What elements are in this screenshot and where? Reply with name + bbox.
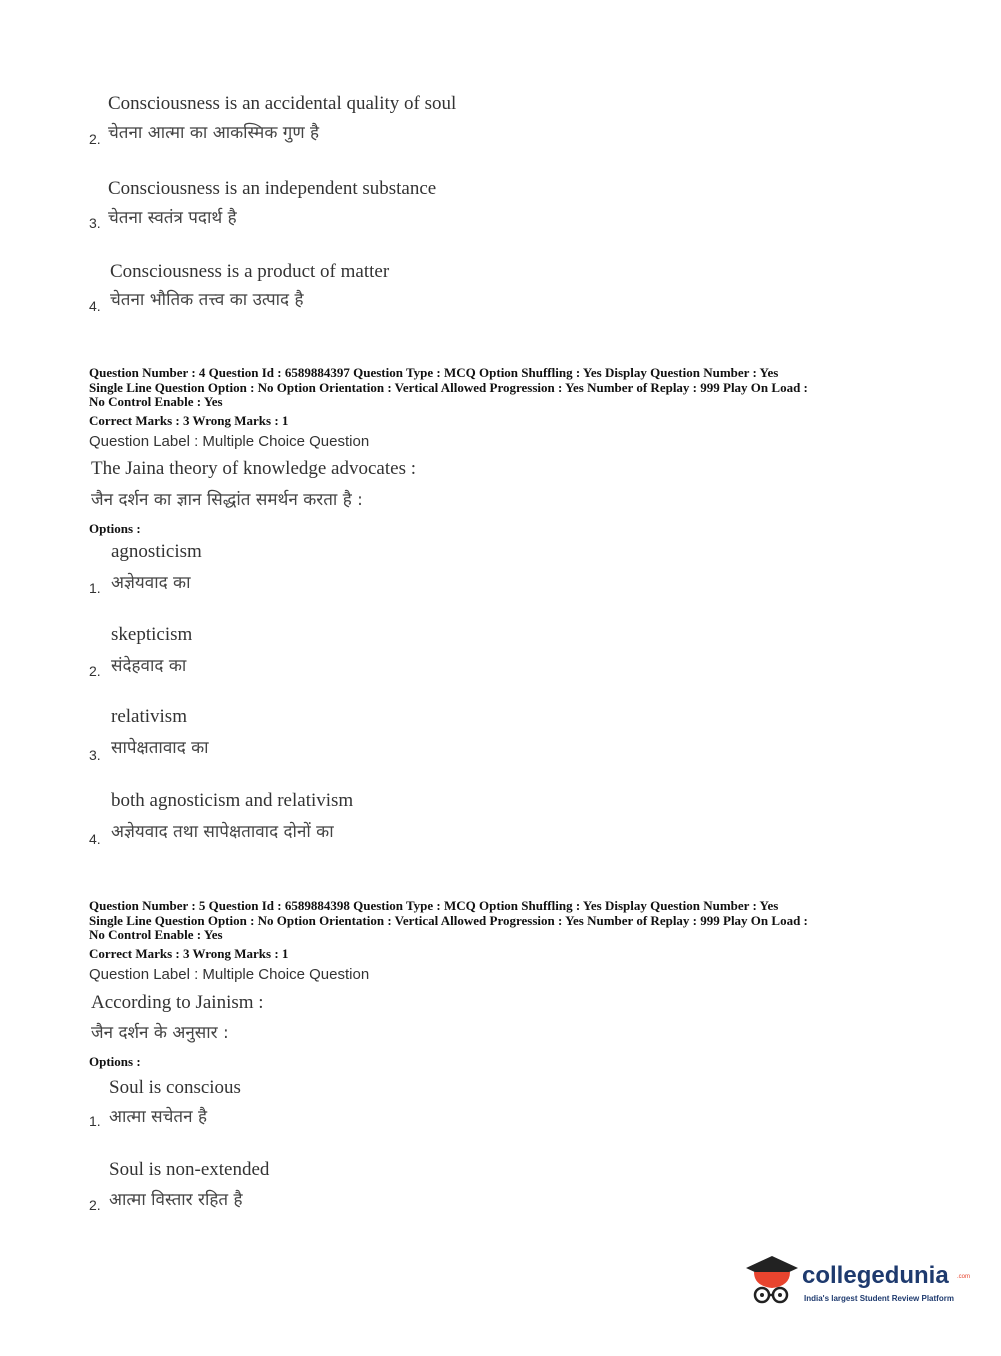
question-5-meta — [89, 899, 949, 943]
q4-option-3-text-hi: सापेक्षतावाद का — [111, 738, 209, 758]
q5-option-1-number: 1. — [89, 1113, 101, 1129]
q4-option-4-number: 4. — [89, 831, 101, 847]
logo-com: .com — [957, 1274, 971, 1280]
question-4-text-en: The Jaina theory of knowledge advocates : — [91, 458, 416, 479]
question-5-text-hi: जैन दर्शन के अनुसार : — [91, 1023, 229, 1043]
question-5-meta-line-1: Question Number : 5 Question Id : 6589884398 Question Type : MCQ Option Shuffling : Yes Display Question Number : Yes — [89, 898, 779, 913]
q5-option-1-text-hi: आत्मा सचेतन है — [109, 1107, 207, 1127]
question-5-options-heading: Options : — [89, 1054, 141, 1069]
option-2-text-en: Consciousness is an accidental quality of soul — [108, 93, 457, 114]
q5-option-2-text-en: Soul is non-extended — [109, 1159, 270, 1180]
question-4-meta-line-3: No Control Enable : Yes — [89, 394, 223, 409]
question-4-options-heading: Options : — [89, 521, 141, 536]
question-4-marks: Correct Marks : 3 Wrong Marks : 1 — [89, 413, 289, 428]
question-5-marks: Correct Marks : 3 Wrong Marks : 1 — [89, 946, 289, 961]
question-4-label: Question Label : Multiple Choice Question — [89, 433, 370, 450]
option-2-number: 2. — [89, 131, 101, 147]
q4-option-2-number: 2. — [89, 663, 101, 679]
option-2-text-hi: चेतना आत्मा का आकस्मिक गुण है — [108, 123, 320, 143]
q4-option-4-text-en: both agnosticism and relativism — [111, 790, 354, 811]
question-5-text-en: According to Jainism : — [91, 992, 264, 1013]
q5-option-1-text-en: Soul is conscious — [109, 1077, 241, 1098]
q4-option-1-number: 1. — [89, 580, 101, 596]
option-4-number: 4. — [89, 298, 101, 314]
q4-option-3-text-en: relativism — [111, 706, 187, 727]
option-4-text-en: Consciousness is a product of matter — [110, 261, 390, 282]
q4-option-2-text-hi: संदेहवाद का — [111, 656, 187, 676]
q4-option-2-text-en: skepticism — [111, 624, 193, 645]
logo-tagline: India's largest Student Review Platform — [804, 1294, 954, 1303]
question-4-meta-line-1: Question Number : 4 Question Id : 6589884397 Question Type : MCQ Option Shuffling : Yes Display Question Number : Yes — [89, 365, 779, 380]
logo-name: collegedunia — [802, 1262, 949, 1289]
q4-option-3-number: 3. — [89, 747, 101, 763]
q4-option-4-text-hi: अज्ञेयवाद तथा सापेक्षतावाद दोनों का — [111, 822, 334, 842]
mascot-icon — [742, 1252, 800, 1310]
q5-option-2-number: 2. — [89, 1197, 101, 1213]
q4-option-1-text-en: agnosticism — [111, 541, 202, 562]
option-3-number: 3. — [89, 215, 101, 231]
question-5-label: Question Label : Multiple Choice Question — [89, 966, 370, 983]
option-4-text-hi: चेतना भौतिक तत्त्व का उत्पाद है — [110, 290, 304, 310]
question-4-meta — [89, 366, 949, 410]
option-3-text-en: Consciousness is an independent substance — [108, 178, 437, 199]
collegedunia-logo — [742, 1252, 972, 1312]
option-3-text-hi: चेतना स्वतंत्र पदार्थ है — [108, 208, 237, 228]
question-5-meta-line-2: Single Line Question Option : No Option Orientation : Vertical Allowed Progression : Yes Number of Replay : 999 Play On Load : — [89, 912, 808, 928]
question-4-text-hi: जैन दर्शन का ज्ञान सिद्धांत समर्थन करता है : — [91, 490, 363, 510]
q5-option-2-text-hi: आत्मा विस्तार रहित है — [109, 1190, 243, 1210]
question-4-meta-line-2: Single Line Question Option : No Option Orientation : Vertical Allowed Progression : Yes Number of Replay : 999 Play On Load : — [89, 379, 808, 395]
q4-option-1-text-hi: अज्ञेयवाद का — [111, 573, 191, 593]
question-5-meta-line-3: No Control Enable : Yes — [89, 927, 223, 942]
